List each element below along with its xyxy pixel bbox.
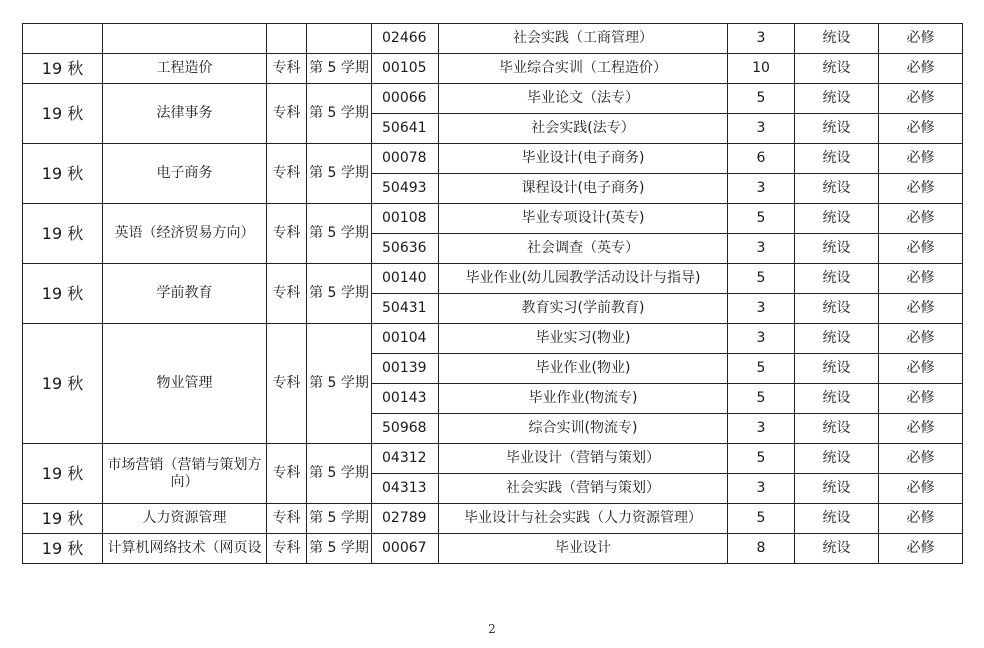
course-schedule-table	[22, 23, 963, 564]
requirement-cell: 必修	[879, 174, 963, 204]
level-cell: 专科	[267, 84, 307, 144]
exam-type-cell: 统设	[795, 264, 879, 294]
semester-cell: 第 5 学期	[307, 264, 372, 324]
semester-cell: 第 5 学期	[307, 324, 372, 444]
credits-cell: 3	[728, 234, 795, 264]
major-cell: 学前教育	[103, 264, 267, 324]
exam-type-cell: 统设	[795, 504, 879, 534]
course-name-cell: 毕业设计与社会实践（人力资源管理）	[439, 504, 728, 534]
term-cell: 19 秋	[23, 534, 103, 564]
course-name-cell: 教育实习(学前教育)	[439, 294, 728, 324]
level-cell: 专科	[267, 204, 307, 264]
requirement-cell: 必修	[879, 534, 963, 564]
level-cell: 专科	[267, 534, 307, 564]
table-row	[23, 144, 963, 174]
course-name-cell: 毕业设计(电子商务)	[439, 144, 728, 174]
major-cell: 市场营销（营销与策划方向）	[103, 444, 267, 504]
exam-type-cell: 统设	[795, 534, 879, 564]
course-code-cell: 04313	[372, 474, 439, 504]
semester-cell: 第 5 学期	[307, 204, 372, 264]
table-row	[23, 204, 963, 234]
term-cell: 19 秋	[23, 54, 103, 84]
exam-type-cell: 统设	[795, 444, 879, 474]
course-code-cell: 02466	[372, 24, 439, 54]
course-code-cell: 00066	[372, 84, 439, 114]
term-cell: 19 秋	[23, 144, 103, 204]
exam-type-cell: 统设	[795, 84, 879, 114]
course-name-cell: 毕业作业(幼儿园教学活动设计与指导)	[439, 264, 728, 294]
level-cell: 专科	[267, 444, 307, 504]
course-code-cell: 50641	[372, 114, 439, 144]
semester-cell: 第 5 学期	[307, 534, 372, 564]
course-name-cell: 社会实践(法专）	[439, 114, 728, 144]
term-cell: 19 秋	[23, 324, 103, 444]
requirement-cell: 必修	[879, 474, 963, 504]
course-code-cell: 00078	[372, 144, 439, 174]
level-cell: 专科	[267, 144, 307, 204]
term-cell	[23, 24, 103, 54]
term-cell: 19 秋	[23, 264, 103, 324]
course-name-cell: 社会实践（营销与策划）	[439, 474, 728, 504]
term-cell: 19 秋	[23, 504, 103, 534]
course-name-cell: 毕业实习(物业)	[439, 324, 728, 354]
credits-cell: 10	[728, 54, 795, 84]
credits-cell: 5	[728, 384, 795, 414]
course-code-cell: 00104	[372, 324, 439, 354]
exam-type-cell: 统设	[795, 204, 879, 234]
table-row	[23, 54, 963, 84]
course-name-cell: 综合实训(物流专)	[439, 414, 728, 444]
level-cell	[267, 24, 307, 54]
major-cell: 电子商务	[103, 144, 267, 204]
course-code-cell: 00143	[372, 384, 439, 414]
page-number: 2	[488, 622, 496, 636]
level-cell: 专科	[267, 504, 307, 534]
major-cell: 物业管理	[103, 324, 267, 444]
credits-cell: 3	[728, 24, 795, 54]
course-name-cell: 毕业作业(物流专)	[439, 384, 728, 414]
credits-cell: 3	[728, 474, 795, 504]
course-name-cell: 毕业专项设计(英专)	[439, 204, 728, 234]
major-cell: 人力资源管理	[103, 504, 267, 534]
exam-type-cell: 统设	[795, 324, 879, 354]
course-code-cell: 50431	[372, 294, 439, 324]
requirement-cell: 必修	[879, 444, 963, 474]
course-code-cell: 00139	[372, 354, 439, 384]
course-code-cell: 02789	[372, 504, 439, 534]
major-cell: 法律事务	[103, 84, 267, 144]
exam-type-cell: 统设	[795, 414, 879, 444]
exam-type-cell: 统设	[795, 54, 879, 84]
exam-type-cell: 统设	[795, 294, 879, 324]
course-name-cell: 毕业综合实训（工程造价）	[439, 54, 728, 84]
exam-type-cell: 统设	[795, 114, 879, 144]
major-cell	[103, 24, 267, 54]
semester-cell: 第 5 学期	[307, 54, 372, 84]
credits-cell: 5	[728, 84, 795, 114]
exam-type-cell: 统设	[795, 144, 879, 174]
credits-cell: 8	[728, 534, 795, 564]
credits-cell: 3	[728, 174, 795, 204]
course-name-cell: 毕业设计	[439, 534, 728, 564]
course-name-cell: 课程设计(电子商务)	[439, 174, 728, 204]
course-name-cell: 社会实践（工商管理）	[439, 24, 728, 54]
course-name-cell: 社会调查（英专）	[439, 234, 728, 264]
credits-cell: 3	[728, 414, 795, 444]
requirement-cell: 必修	[879, 234, 963, 264]
course-code-cell: 04312	[372, 444, 439, 474]
credits-cell: 5	[728, 264, 795, 294]
course-name-cell: 毕业论文（法专）	[439, 84, 728, 114]
level-cell: 专科	[267, 324, 307, 444]
requirement-cell: 必修	[879, 144, 963, 174]
course-code-cell: 50636	[372, 234, 439, 264]
table-body	[23, 24, 963, 564]
exam-type-cell: 统设	[795, 384, 879, 414]
table-row	[23, 504, 963, 534]
course-code-cell: 00140	[372, 264, 439, 294]
requirement-cell: 必修	[879, 54, 963, 84]
term-cell: 19 秋	[23, 204, 103, 264]
credits-cell: 5	[728, 444, 795, 474]
exam-type-cell: 统设	[795, 474, 879, 504]
level-cell: 专科	[267, 54, 307, 84]
credits-cell: 6	[728, 144, 795, 174]
semester-cell: 第 5 学期	[307, 444, 372, 504]
requirement-cell: 必修	[879, 204, 963, 234]
credits-cell: 3	[728, 324, 795, 354]
course-code-cell: 00108	[372, 204, 439, 234]
major-cell: 工程造价	[103, 54, 267, 84]
credits-cell: 3	[728, 294, 795, 324]
requirement-cell: 必修	[879, 384, 963, 414]
requirement-cell: 必修	[879, 504, 963, 534]
term-cell: 19 秋	[23, 84, 103, 144]
requirement-cell: 必修	[879, 294, 963, 324]
semester-cell: 第 5 学期	[307, 504, 372, 534]
requirement-cell: 必修	[879, 354, 963, 384]
exam-type-cell: 统设	[795, 24, 879, 54]
exam-type-cell: 统设	[795, 354, 879, 384]
requirement-cell: 必修	[879, 24, 963, 54]
course-name-cell: 毕业作业(物业)	[439, 354, 728, 384]
level-cell: 专科	[267, 264, 307, 324]
exam-type-cell: 统设	[795, 234, 879, 264]
course-code-cell: 00105	[372, 54, 439, 84]
table-row	[23, 534, 963, 564]
requirement-cell: 必修	[879, 264, 963, 294]
credits-cell: 5	[728, 354, 795, 384]
semester-cell	[307, 24, 372, 54]
semester-cell: 第 5 学期	[307, 84, 372, 144]
table-row	[23, 264, 963, 294]
credits-cell: 5	[728, 504, 795, 534]
term-cell: 19 秋	[23, 444, 103, 504]
requirement-cell: 必修	[879, 84, 963, 114]
course-code-cell: 50493	[372, 174, 439, 204]
table-row	[23, 444, 963, 474]
credits-cell: 3	[728, 114, 795, 144]
requirement-cell: 必修	[879, 114, 963, 144]
course-code-cell: 50968	[372, 414, 439, 444]
exam-type-cell: 统设	[795, 174, 879, 204]
requirement-cell: 必修	[879, 324, 963, 354]
requirement-cell: 必修	[879, 414, 963, 444]
table-row	[23, 24, 963, 54]
semester-cell: 第 5 学期	[307, 144, 372, 204]
table-row	[23, 84, 963, 114]
table-row	[23, 324, 963, 354]
credits-cell: 5	[728, 204, 795, 234]
major-cell: 英语（经济贸易方向）	[103, 204, 267, 264]
course-name-cell: 毕业设计（营销与策划）	[439, 444, 728, 474]
course-code-cell: 00067	[372, 534, 439, 564]
major-cell: 计算机网络技术（网页设	[103, 534, 267, 564]
